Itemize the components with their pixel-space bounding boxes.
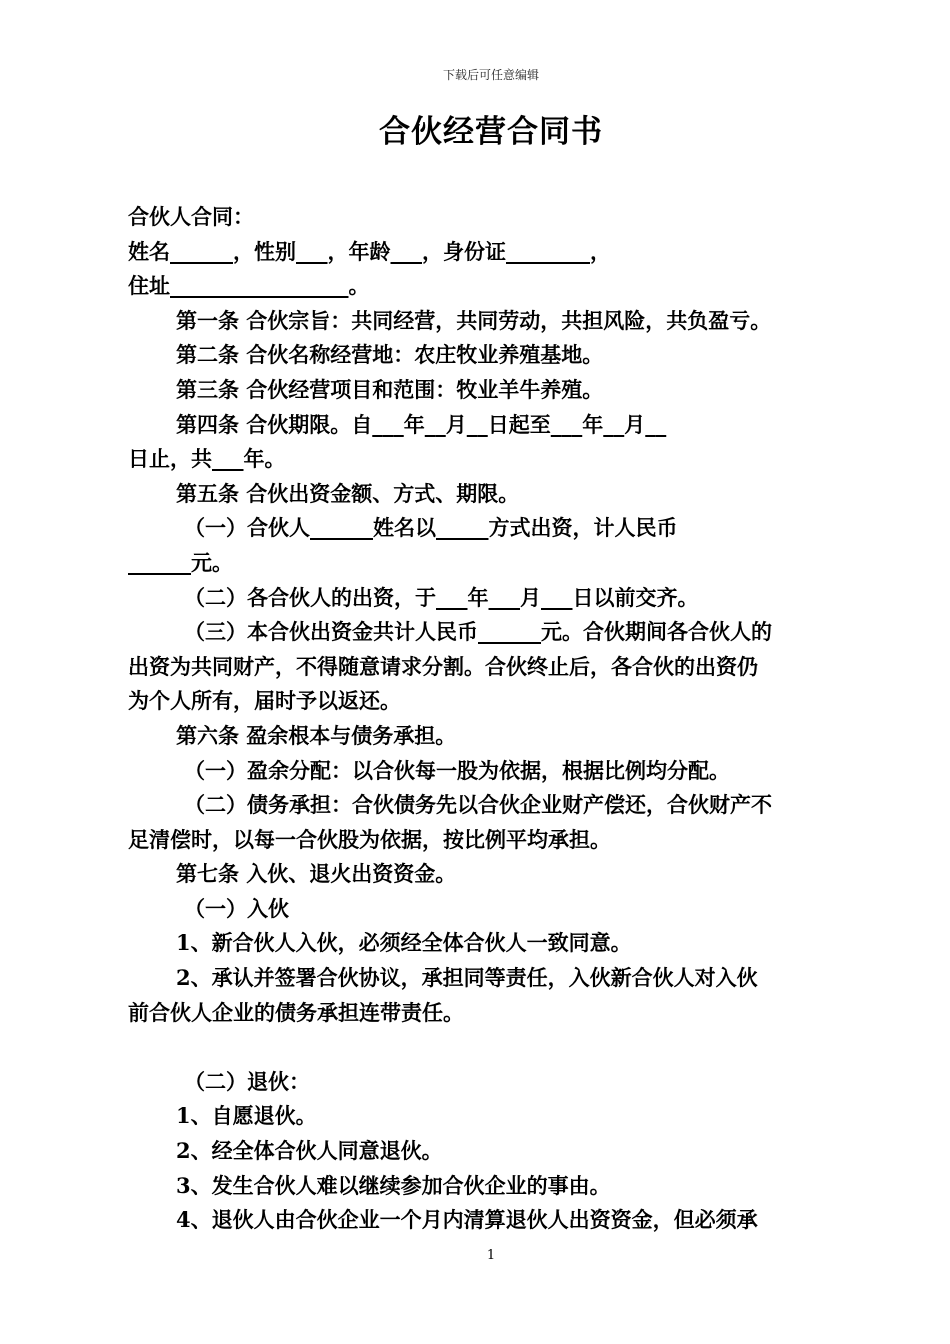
article-5-clause-1-cont: ______元。: [128, 549, 233, 575]
contract-line-address: 住址_________________。: [128, 273, 370, 299]
article-7-exit-item-1: 1、自愿退伙。: [176, 1103, 317, 1129]
article-3-line: 第三条 合伙经营项目和范围：牧业羊牛养殖。: [176, 376, 604, 402]
article-4-line: 第四条 合伙期限。自___年__月__日起至___年__月__: [176, 411, 667, 437]
article-2-line: 第二条 合伙名称经营地：农庄牧业养殖基地。: [176, 342, 604, 368]
article-7-section-join: （一）入伙: [184, 895, 289, 921]
article-5-clause-3: （三）本合伙出资金共计人民币______元。合伙期间各合伙人的: [184, 619, 772, 645]
article-7-join-item-1: 1、新合伙人入伙，必须经全体合伙人一致同意。: [176, 930, 632, 956]
article-7-exit-item-2: 2、经全体合伙人同意退伙。: [176, 1138, 443, 1164]
article-5-clause-3-end: 为个人所有，届时予以返还。: [128, 688, 401, 714]
article-6-clause-2-cont: 足清偿时，以每一合伙股为依据，按比例平均承担。: [128, 826, 611, 852]
article-7-exit-item-4: 4、退伙人由合伙企业一个月内清算退伙人出资资金，但必须承: [176, 1207, 758, 1233]
article-5-line: 第五条 合伙出资金额、方式、期限。: [176, 480, 520, 506]
article-5-clause-3-cont: 出资为共同财产，不得随意请求分割。合伙终止后，各合伙的出资仍: [128, 653, 758, 679]
contract-line-identity: 姓名______，性别___，年龄___，身份证________，: [128, 238, 611, 264]
blank-line: [128, 1030, 862, 1065]
header-note: 下载后可任意编辑: [442, 68, 539, 82]
article-6-line: 第六条 盈余根本与债务承担。: [176, 722, 457, 748]
document-title: 合伙经营合同书: [379, 114, 603, 150]
article-7-section-exit: （二）退伙：: [184, 1068, 310, 1094]
article-7-join-item-2: 2、承认并签署合伙协议，承担同等责任，入伙新合伙人对入伙: [176, 965, 758, 991]
article-1-line: 第一条 合伙宗旨：共同经营，共同劳动，共担风险，共负盈亏。: [176, 307, 772, 333]
article-7-exit-item-3: 3、发生合伙人难以继续参加合伙企业的事由。: [176, 1172, 611, 1198]
article-5-clause-2: （二）各合伙人的出资，于___年___月___日以前交齐。: [184, 584, 699, 610]
contract-line-intro: 合伙人合同：: [128, 204, 254, 229]
article-6-clause-2: （二）债务承担：合伙债务先以合伙企业财产偿还，合伙财产不: [184, 792, 772, 818]
article-7-join-item-2-cont: 前合伙人企业的债务承担连带责任。: [128, 999, 464, 1025]
article-6-clause-1: （一）盈余分配：以合伙每一股为依据，根据比例均分配。: [184, 757, 730, 783]
page-number: 1: [486, 1248, 496, 1263]
contract-body: [128, 200, 862, 1238]
article-7-line: 第七条 入伙、退火出资资金。: [176, 861, 457, 887]
article-4-line-cont: 日止，共___年。: [128, 446, 286, 472]
article-5-clause-1: （一）合伙人______姓名以_____方式出资，计人民币: [184, 515, 678, 541]
